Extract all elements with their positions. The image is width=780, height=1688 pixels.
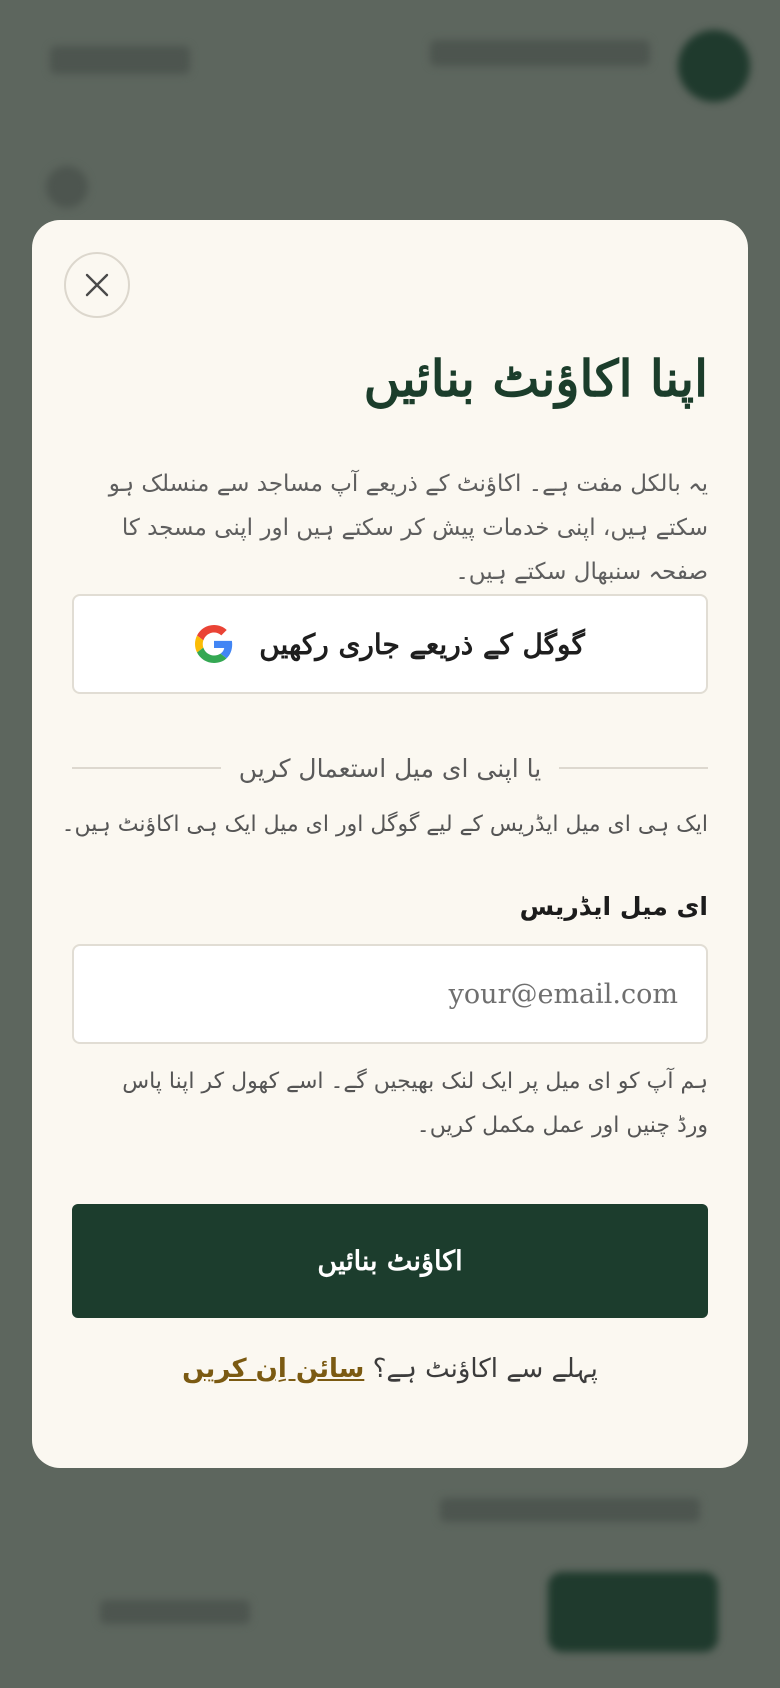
close-button[interactable] bbox=[64, 252, 130, 318]
close-icon bbox=[84, 272, 110, 298]
signin-link[interactable]: سائن اِن کریں bbox=[182, 1354, 365, 1384]
background-header-title bbox=[430, 40, 650, 66]
divider-line-right bbox=[559, 767, 708, 769]
or-divider bbox=[72, 748, 708, 788]
modal-subtitle: یہ بالکل مفت ہے۔ اکاؤنٹ کے ذریعے آپ مساجد سے منسلک ہو سکتے ہیں، اپنی خدمات پیش کر سکتے ہیں اور اپنی مسجد کا صفحہ سنبھال سکتے ہیں۔ bbox=[108, 471, 708, 585]
email-label: ای میل ایڈریس bbox=[519, 892, 708, 921]
background-avatar bbox=[678, 30, 750, 102]
email-hint: ہم آپ کو ای میل پر ایک لنک بھیجیں گے۔ اسے کھول کر اپنا پاس ورڈ چنیں اور عمل مکمل کریں۔ bbox=[122, 1069, 708, 1138]
background-footer-text bbox=[440, 1498, 700, 1522]
google-logo-icon bbox=[195, 625, 233, 663]
modal-title: اپنا اکاؤنٹ بنائیں bbox=[363, 349, 708, 408]
email-field[interactable] bbox=[72, 944, 708, 1044]
background-action-button bbox=[548, 1572, 718, 1652]
background-header-text bbox=[50, 46, 190, 74]
create-account-modal bbox=[32, 220, 748, 1468]
background-footer-text-2 bbox=[100, 1600, 250, 1624]
create-account-button[interactable]: اکاؤنٹ بنائیں bbox=[72, 1204, 708, 1318]
account-info-note: ایک ہی ای میل ایڈریس کے لیے گوگل اور ای میل ایک ہی اکاؤنٹ ہیں۔ bbox=[61, 812, 708, 837]
divider-text: یا اپنی ای میل استعمال کریں bbox=[238, 753, 542, 783]
signin-row bbox=[72, 1354, 708, 1384]
google-button-label: گوگل کے ذریعے جاری رکھیں bbox=[259, 627, 585, 661]
signin-prompt: پہلے سے اکاؤنٹ ہے؟ bbox=[372, 1354, 598, 1384]
divider-line-left bbox=[72, 767, 221, 769]
google-signin-button[interactable] bbox=[72, 594, 708, 694]
background-icon bbox=[46, 166, 88, 208]
